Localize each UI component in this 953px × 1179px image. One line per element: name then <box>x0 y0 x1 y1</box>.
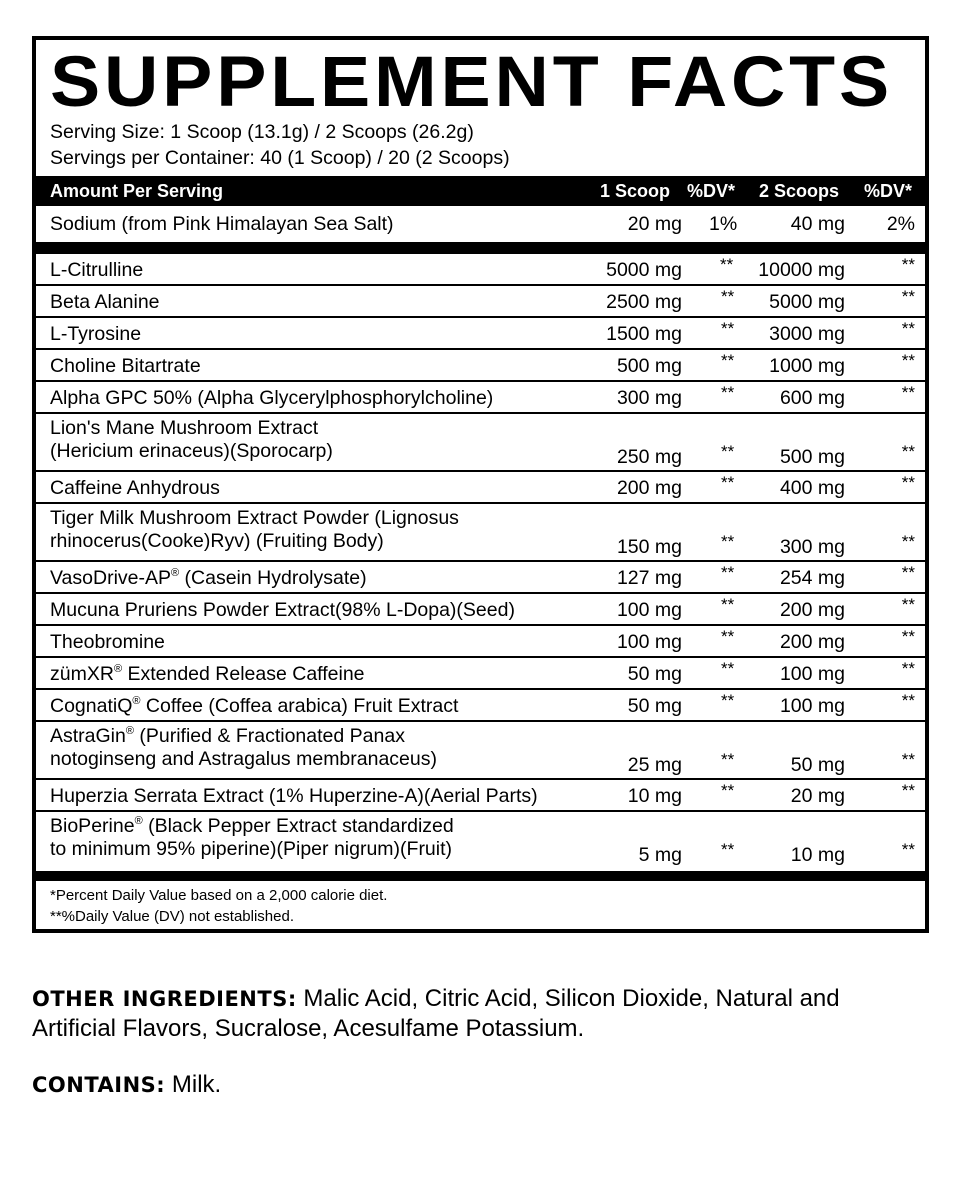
ingredient-name <box>50 567 367 590</box>
sodium-two-scoops: 40 mg <box>790 213 845 235</box>
ingredient-d2: ** <box>901 840 915 859</box>
footnote-dv-not-established: **%Daily Value (DV) not established. <box>50 908 295 925</box>
ingredient-v1: 250 mg <box>616 446 682 468</box>
ingredient-v2: 10000 mg <box>758 259 845 281</box>
ingredient-d2: ** <box>901 691 915 710</box>
sodium-one-scoop: 20 mg <box>627 213 682 235</box>
ingredient-v1: 500 mg <box>616 355 682 377</box>
ingredient-row <box>36 318 925 350</box>
ingredient-d2: ** <box>901 319 915 338</box>
registered-mark: ® <box>171 567 180 579</box>
ingredient-d2: ** <box>901 287 915 306</box>
ingredient-d2: ** <box>901 659 915 678</box>
ingredient-row <box>36 658 925 690</box>
ingredient-name-text: L-Tyrosine <box>50 323 142 345</box>
ingredient-name-suffix: (Purified & Fractionated Panax <box>133 725 405 747</box>
ingredient-name <box>50 355 201 378</box>
ingredient-row <box>36 472 925 504</box>
ingredient-v2: 600 mg <box>779 387 845 409</box>
registered-mark: ® <box>113 663 123 675</box>
sodium-dv1: 1% <box>709 213 738 235</box>
ingredient-d2: ** <box>901 532 915 551</box>
ingredient-name <box>50 695 458 718</box>
ingredient-name-suffix: Extended Release Caffeine <box>122 663 365 685</box>
ingredient-name-text: Mucuna Pruriens Powder Extract(98% L-Dopa)(Seed) <box>50 599 515 621</box>
ingredient-d2: ** <box>901 563 915 582</box>
ingredient-row <box>36 626 925 658</box>
section-divider <box>36 242 925 254</box>
ingredient-name <box>50 259 143 282</box>
ingredient-d1: ** <box>721 750 735 769</box>
ingredient-name <box>50 599 515 622</box>
ingredient-d1: ** <box>721 691 735 710</box>
ingredient-name-text: Huperzia Serrata Extract (1% Huperzine-A)(Aerial Parts) <box>50 785 538 807</box>
ingredient-name-text: Beta Alanine <box>50 291 160 313</box>
ingredient-name <box>50 477 220 500</box>
header-amount: Amount Per Serving <box>50 181 224 201</box>
ingredient-name-line2: (Hericium erinaceus)(Sporocarp) <box>50 440 333 462</box>
ingredient-d2: ** <box>901 383 915 402</box>
ingredient-name-text: Theobromine <box>50 631 165 653</box>
ingredient-row <box>36 382 925 414</box>
ingredient-v1: 5000 mg <box>606 259 682 281</box>
ingredient-d1: ** <box>721 287 735 306</box>
ingredient-d1: ** <box>721 563 735 582</box>
ingredient-v2: 100 mg <box>779 695 845 717</box>
sodium-dv2: 2% <box>886 213 915 235</box>
ingredient-d2: ** <box>901 627 915 646</box>
sodium-row <box>36 206 925 242</box>
contains-label: CONTAINS: <box>32 1073 166 1097</box>
other-ingredients <box>32 984 912 1043</box>
footer-divider <box>36 871 925 881</box>
ingredient-d2: ** <box>901 750 915 769</box>
ingredient-d1: ** <box>721 319 735 338</box>
ingredient-row <box>36 812 925 870</box>
ingredient-v1: 2500 mg <box>606 291 682 313</box>
registered-mark: ® <box>132 695 141 707</box>
ingredient-d1: ** <box>721 532 735 551</box>
ingredient-row <box>36 414 925 472</box>
registered-mark: ® <box>125 725 134 737</box>
ingredient-d1: ** <box>721 840 735 859</box>
ingredient-v2: 254 mg <box>779 567 845 589</box>
ingredient-d2: ** <box>901 781 915 800</box>
ingredient-v1: 100 mg <box>616 631 682 653</box>
ingredient-v2: 300 mg <box>779 536 845 558</box>
ingredient-name <box>50 663 365 686</box>
ingredient-name <box>50 417 333 463</box>
supplement-facts-panel <box>32 36 929 933</box>
ingredient-v1: 150 mg <box>616 536 682 558</box>
ingredient-name-text: CognatiQ <box>50 695 133 717</box>
ingredient-name <box>50 631 165 654</box>
ingredient-row <box>36 780 925 812</box>
ingredient-d2: ** <box>901 351 915 370</box>
ingredient-name <box>50 387 493 410</box>
ingredient-v2: 3000 mg <box>769 323 845 345</box>
column-header-bar <box>36 176 925 206</box>
ingredient-v1: 100 mg <box>616 599 682 621</box>
ingredient-d1: ** <box>721 627 735 646</box>
ingredient-row <box>36 690 925 722</box>
ingredient-v1: 1500 mg <box>606 323 682 345</box>
ingredient-d1: ** <box>721 442 735 461</box>
ingredient-v1: 127 mg <box>616 567 682 589</box>
ingredient-v2: 20 mg <box>790 785 845 807</box>
ingredient-d2: ** <box>901 442 915 461</box>
ingredient-row <box>36 504 925 562</box>
ingredient-d1: ** <box>721 659 735 678</box>
ingredient-v1: 25 mg <box>627 754 682 776</box>
ingredient-name-line2: rhinocerus(Cooke)Ryv) (Fruiting Body) <box>50 530 384 552</box>
ingredient-v2: 10 mg <box>790 844 845 866</box>
ingredient-d1: ** <box>721 473 735 492</box>
ingredient-v2: 200 mg <box>779 599 845 621</box>
ingredient-v2: 500 mg <box>779 446 845 468</box>
ingredient-v1: 10 mg <box>627 785 682 807</box>
ingredient-v2: 100 mg <box>779 663 845 685</box>
ingredient-name-line2: to minimum 95% piperine)(Piper nigrum)(Fruit) <box>50 838 453 860</box>
ingredient-v2: 5000 mg <box>769 291 845 313</box>
ingredient-v1: 5 mg <box>638 844 682 866</box>
ingredient-v1: 200 mg <box>616 477 682 499</box>
registered-mark: ® <box>134 815 143 827</box>
ingredient-name-text: zümXR <box>50 663 114 685</box>
ingredient-d2: ** <box>901 255 915 274</box>
serving-size: Serving Size: 1 Scoop (13.1g) / 2 Scoops (26.2g) <box>50 121 474 143</box>
ingredient-name-text: VasoDrive-AP <box>50 567 172 589</box>
ingredient-name <box>50 291 160 314</box>
ingredient-name <box>50 815 454 861</box>
ingredient-name-suffix: (Black Pepper Extract standardized <box>142 815 454 837</box>
header-two-scoops: 2 Scoops <box>759 181 840 201</box>
ingredient-name-text: Alpha GPC 50% (Alpha Glycerylphosphorylcholine) <box>50 387 494 409</box>
ingredient-name-text: Caffeine Anhydrous <box>50 477 220 499</box>
ingredient-d1: ** <box>721 383 735 402</box>
header-dv2: %DV* <box>864 181 913 201</box>
ingredient-name <box>50 507 459 553</box>
ingredient-name-line2: notoginseng and Astragalus membranaceus) <box>50 748 437 770</box>
ingredient-name-text: BioPerine <box>50 815 135 837</box>
ingredient-d2: ** <box>901 473 915 492</box>
ingredient-row <box>36 254 925 286</box>
ingredient-d1: ** <box>720 255 734 274</box>
ingredient-row <box>36 594 925 626</box>
ingredient-v2: 200 mg <box>779 631 845 653</box>
footnote-percent-dv: *Percent Daily Value based on a 2,000 calorie diet. <box>50 887 388 904</box>
ingredient-row <box>36 722 925 780</box>
ingredient-d1: ** <box>721 781 735 800</box>
header-dv1: %DV* <box>687 181 736 201</box>
ingredient-v1: 300 mg <box>616 387 682 409</box>
ingredient-name <box>50 725 437 771</box>
ingredient-name-text: AstraGin <box>50 725 126 747</box>
servings-per-container: Servings per Container: 40 (1 Scoop) / 20 (2 Scoops) <box>50 147 510 169</box>
other-ingredients-label: OTHER INGREDIENTS: <box>32 987 297 1011</box>
ingredient-d1: ** <box>721 595 735 614</box>
header-one-scoop: 1 Scoop <box>600 181 671 201</box>
ingredient-name <box>50 323 141 346</box>
ingredient-row <box>36 350 925 382</box>
ingredient-name <box>50 785 538 808</box>
ingredient-name-text: Choline Bitartrate <box>50 355 201 377</box>
contains-statement <box>32 1070 221 1100</box>
ingredient-v2: 400 mg <box>779 477 845 499</box>
ingredient-v1: 50 mg <box>627 663 682 685</box>
ingredient-name-suffix: Coffee (Coffea arabica) Fruit Extract <box>140 695 459 717</box>
ingredient-name-text: L-Citrulline <box>50 259 144 281</box>
contains-text: Milk. <box>165 1071 222 1098</box>
ingredient-v1: 50 mg <box>627 695 682 717</box>
ingredient-row <box>36 286 925 318</box>
sodium-name: Sodium (from Pink Himalayan Sea Salt) <box>50 213 394 235</box>
other-ingredients-text: Malic Acid, Citric Acid, Silicon Dioxide, Natural and Artificial Flavors, Sucralose, Acesulfame Potassium. <box>32 985 840 1042</box>
ingredient-name-text: Lion's Mane Mushroom Extract <box>50 417 319 439</box>
ingredient-name-text: Tiger Milk Mushroom Extract Powder (Lignosus <box>50 507 459 529</box>
ingredient-d1: ** <box>721 351 735 370</box>
ingredient-v2: 50 mg <box>790 754 845 776</box>
ingredient-row <box>36 562 925 594</box>
panel-title: SUPPLEMENT FACTS <box>50 43 893 122</box>
ingredient-d2: ** <box>901 595 915 614</box>
ingredient-v2: 1000 mg <box>769 355 845 377</box>
ingredient-name-suffix: (Casein Hydrolysate) <box>179 567 367 589</box>
